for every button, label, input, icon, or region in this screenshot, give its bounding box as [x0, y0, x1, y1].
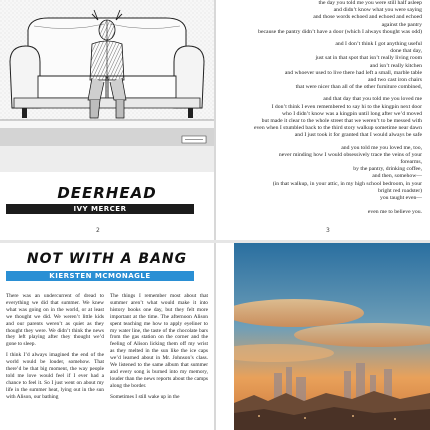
author-byline: KIERSTEN MCMONAGLE — [6, 271, 194, 281]
poem-line: never minding how I would obsessively trace the veins of your — [278, 151, 422, 158]
poem-line: and those words echoed and echoed and echoed — [313, 14, 422, 21]
poem-line: the day you told me you were still half asleep — [318, 0, 422, 6]
text-column-left — [6, 293, 104, 405]
stanza-break — [222, 202, 422, 207]
poem-line: and isn’t really kitchen — [369, 62, 422, 69]
poem-line: and two cast iron chairs — [367, 77, 422, 84]
poem-line: bright red roadster) — [378, 187, 422, 194]
page-poem — [216, 0, 430, 240]
page-number: 3 — [326, 227, 330, 234]
poem-line: and I just took it for granted that I would always be safe — [294, 132, 422, 139]
poem-line: who I didn’t know was a kingpin until long after we’d moved — [281, 110, 422, 117]
sofa-illustration — [0, 0, 214, 172]
paragraph: There was an undercurrent of dread to everything we did that summer. We knew what was going on in the world, or at least we thought we did. We weren’t little kids and our parents weren’t as quiet as they thought they were. We didn’t think the news they left playing after they thought we’d gone to sleep. — [6, 293, 104, 348]
poem-line: that were nicer than all of the other furniture combined, — [295, 84, 422, 91]
poem-line: by the pantry, drinking coffee, — [353, 166, 422, 173]
paragraph: Sometimes I still wake up in the — [110, 393, 180, 400]
author-byline: IVY MERCER — [6, 204, 194, 214]
poem-line: and you told me you loved me, too, — [341, 144, 422, 151]
poem-line: because the pantry didn’t have a door (which I always thought was odd) — [258, 28, 422, 35]
paragraph: I think I’d always imagined the end of the world would be louder, somehow. That there’d be that big moment, the way people told me love would feel if I ever had a chance to feel it. So I just went on about my life in the summer heat, lying out in the sun with Alison, our bathing — [6, 352, 104, 400]
story-title: DEERHEAD — [57, 184, 157, 202]
poem-line: and that day that you told me you loved me — [323, 96, 422, 103]
poem-line: even when I stumbled back to the third story walkup sometime near dawn — [253, 125, 422, 132]
poem-line: even me to believe you. — [367, 209, 422, 216]
paragraph: The things I remember most about that summer aren’t what would make it into history books one day, but they felt more important at the time. The afternoon Alison spent teaching me how to apply eyeliner to my water line, the taste of the chocolate bars from the gas station on the corner and the feeling of Alison licking them off my wrist as they melted in the sun like the ice caps we’d learned about in Mr. Johnson’s class. We listened to the same album that summer and every song is burned into my memory, louder than the news reports about the camps along the border. — [110, 293, 208, 389]
poem-line: and didn’t know what you were saying — [333, 7, 422, 14]
poem-line: and whoever used to live there had left a small, marble table — [284, 69, 422, 76]
poem-line: but made it clear to the whole street that we weren’t to be messed with — [261, 118, 422, 125]
poem-line: and then, somehow— — [372, 173, 422, 180]
poem-line: (in that walkup, in your attic, in my high school bedroom, in your — [272, 180, 422, 187]
poem-line: and I don’t think I got anything useful — [335, 41, 422, 48]
poem-text — [222, 0, 422, 216]
poem-line: you taught even— — [379, 195, 422, 202]
poem-line: I don’t think I even remembered to say hi to the kingpin next door — [271, 103, 422, 110]
page-photo — [216, 243, 430, 430]
poem-line: done that day, — [390, 48, 422, 55]
text-column-right — [110, 293, 208, 405]
page-not-with-a-bang — [0, 243, 214, 430]
page-deerhead — [0, 0, 214, 240]
story-title: NOT WITH A BANG — [26, 251, 188, 267]
page-number: 2 — [96, 227, 100, 234]
poem-line: forearms, — [400, 159, 422, 166]
poem-line: against the pantry — [381, 21, 422, 28]
city-skyline-photo — [234, 243, 430, 430]
poem-line: just sat in that spot that isn’t really living room — [315, 55, 422, 62]
